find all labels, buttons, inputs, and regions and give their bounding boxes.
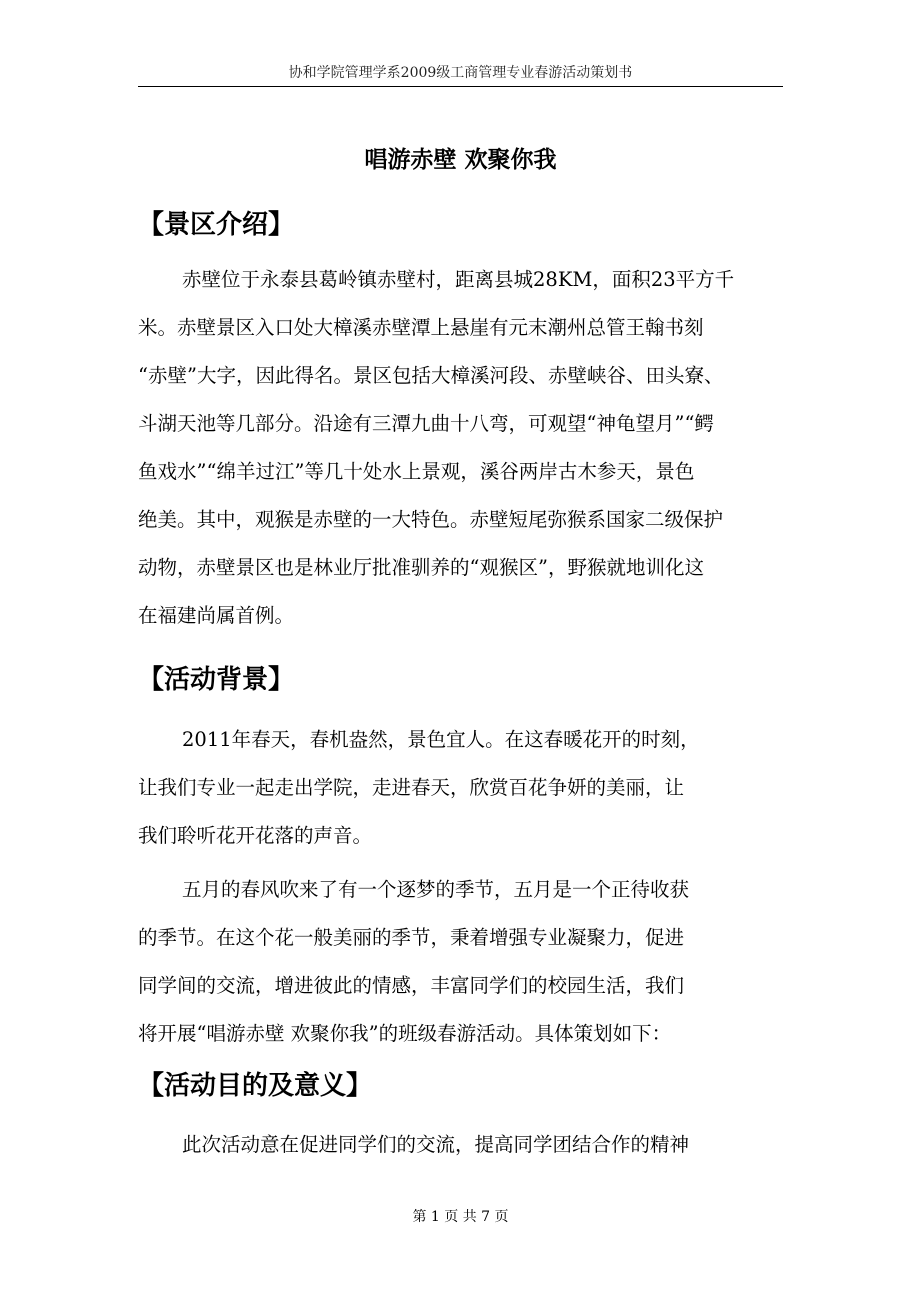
section-heading-purpose: 【活动目的及意义】 <box>138 1071 373 1101</box>
text-line: 赤壁位于永泰县葛岭镇赤壁村，距离县城28KM，面积23平方千 <box>182 268 735 291</box>
text-line: 鱼戏水”“绵羊过江”等几十处水上景观，溪谷两岸古木参天，景色 <box>138 460 695 483</box>
text-line: 斗湖天池等几部分。沿途有三潭九曲十八弯，可观望“神龟望月”“鳄 <box>138 412 714 435</box>
text-line: 在福建尚属首例。 <box>138 604 295 627</box>
paragraph-scenic-intro <box>138 256 783 640</box>
page-header: 协和学院管理学系2009级工商管理专业春游活动策划书 <box>138 62 783 87</box>
text-line: 的季节。在这个花一般美丽的季节，秉着增强专业凝聚力，促进 <box>138 926 685 949</box>
text-line: 米。赤壁景区入口处大樟溪赤壁潭上悬崖有元末潮州总管王翰书刻 <box>138 316 704 339</box>
text-line: 2011年春天，春机盎然，景色宜人。在这春暖花开的时刻， <box>182 728 700 751</box>
paragraph-background-2 <box>138 866 783 1058</box>
text-line: 此次活动意在促进同学们的交流，提高同学团结合作的精神 <box>182 1133 690 1156</box>
text-line: 五月的春风吹来了有一个逐梦的季节，五月是一个正待收获 <box>182 878 690 901</box>
document-title: 唱游赤壁 欢聚你我 <box>364 147 557 173</box>
section-heading-background: 【活动背景】 <box>138 665 295 695</box>
text-line: 动物，赤壁景区也是林业厅批准驯养的“观猴区”，野猴就地训化这 <box>138 556 704 579</box>
section-heading-scenic-intro: 【景区介绍】 <box>138 210 295 240</box>
text-line: 将开展“唱游赤壁 欢聚你我”的班级春游活动。具体策划如下： <box>138 1022 672 1045</box>
text-line: 绝美。其中，观猴是赤壁的一大特色。赤壁短尾弥猴系国家二级保护 <box>138 508 724 531</box>
text-line: 同学间的交流，增进彼此的情感，丰富同学们的校园生活，我们 <box>138 974 685 997</box>
paragraph-background-1 <box>138 716 783 860</box>
paragraph-purpose <box>138 1121 783 1169</box>
text-line: “赤壁”大字，因此得名。景区包括大樟溪河段、赤壁峡谷、田头寮、 <box>138 364 724 387</box>
page-footer: 第 1 页 共 7 页 <box>412 1209 509 1225</box>
text-line: 我们聆听花开花落的声音。 <box>138 824 373 847</box>
text-line: 让我们专业一起走出学院，走进春天，欣赏百花争妍的美丽，让 <box>138 776 685 799</box>
